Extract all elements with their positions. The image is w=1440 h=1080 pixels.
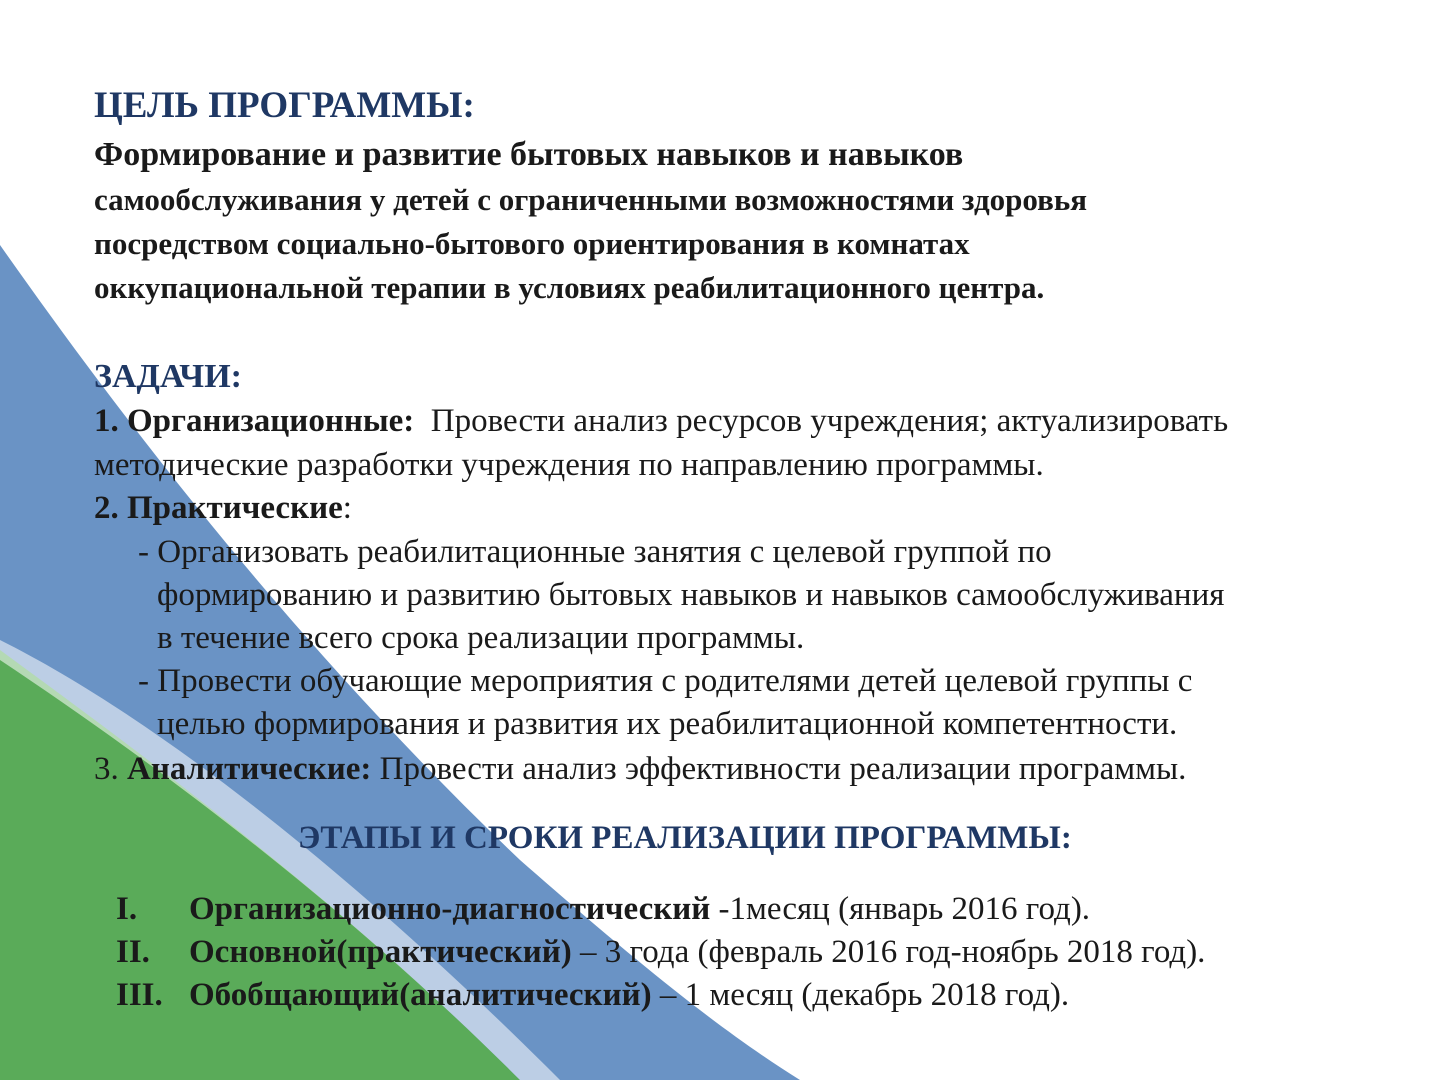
tasks-heading: ЗАДАЧИ: — [94, 358, 243, 395]
stage-2-num: II. — [116, 934, 150, 970]
task-organizational-text-1: Провести анализ ресурсов учреждения; актуализировать — [430, 403, 1229, 439]
practical-item-1-line-2: формированию и развитию бытовых навыков и навыков самообслуживания — [157, 577, 1225, 613]
stages-heading: ЭТАПЫ И СРОКИ РЕАЛИЗАЦИИ ПРОГРАММЫ: — [298, 820, 1072, 856]
task-analytical-num: 3. — [94, 751, 119, 787]
practical-item-2-line-1: - Провести обучающие мероприятия с родителями детей целевой группы с — [138, 663, 1193, 699]
task-organizational-label: 1. Организационные: — [94, 403, 415, 439]
stage-item-2 — [116, 934, 1416, 974]
task-practical-colon: : — [342, 490, 352, 526]
stage-item-3 — [116, 977, 1416, 1017]
stage-2-name: Основной(практический) — [189, 934, 572, 970]
goal-line-3: посредством социально-бытового ориентирования в комнатах — [94, 226, 970, 261]
goal-line-4: оккупациональной терапии в условиях реабилитационного центра. — [94, 270, 1045, 305]
task-practical-label: 2. Практические — [94, 490, 343, 526]
task-practical — [94, 490, 352, 527]
stage-1-name: Организационно-диагностический — [189, 891, 711, 927]
stage-1-rest: -1месяц (январь 2016 год). — [718, 891, 1091, 927]
task-organizational-text-2: методические разработки учреждения по направлению программы. — [94, 447, 1044, 483]
practical-item-2-line-2: целью формирования и развития их реабилитационной компетентности. — [157, 706, 1178, 742]
task-analytical-label: Аналитические: — [127, 751, 372, 787]
practical-item-1-line-1: - Организовать реабилитационные занятия с целевой группой по — [138, 534, 1052, 570]
task-analytical — [94, 751, 1186, 788]
practical-item-1-line-3: в течение всего срока реализации программы. — [157, 620, 805, 656]
goal-line-2: самообслуживания у детей с ограниченными возможностями здоровья — [94, 182, 1087, 217]
stage-3-name: Обобщающий(аналитический) — [189, 977, 652, 1013]
stage-item-1 — [116, 891, 1416, 931]
task-analytical-text: Провести анализ эффективности реализации программы. — [379, 751, 1187, 787]
stage-1-num: I. — [116, 891, 138, 927]
stage-3-rest: – 1 месяц (декабрь 2018 год). — [659, 977, 1070, 1013]
task-organizational — [94, 403, 1228, 440]
stage-3-num: III. — [116, 977, 163, 1013]
stage-2-rest: – 3 года (февраль 2016 год-ноябрь 2018 год). — [580, 934, 1206, 970]
goal-line-1: Формирование и развитие бытовых навыков и навыков — [94, 136, 964, 173]
goal-heading: ЦЕЛЬ ПРОГРАММЫ: — [94, 85, 475, 126]
